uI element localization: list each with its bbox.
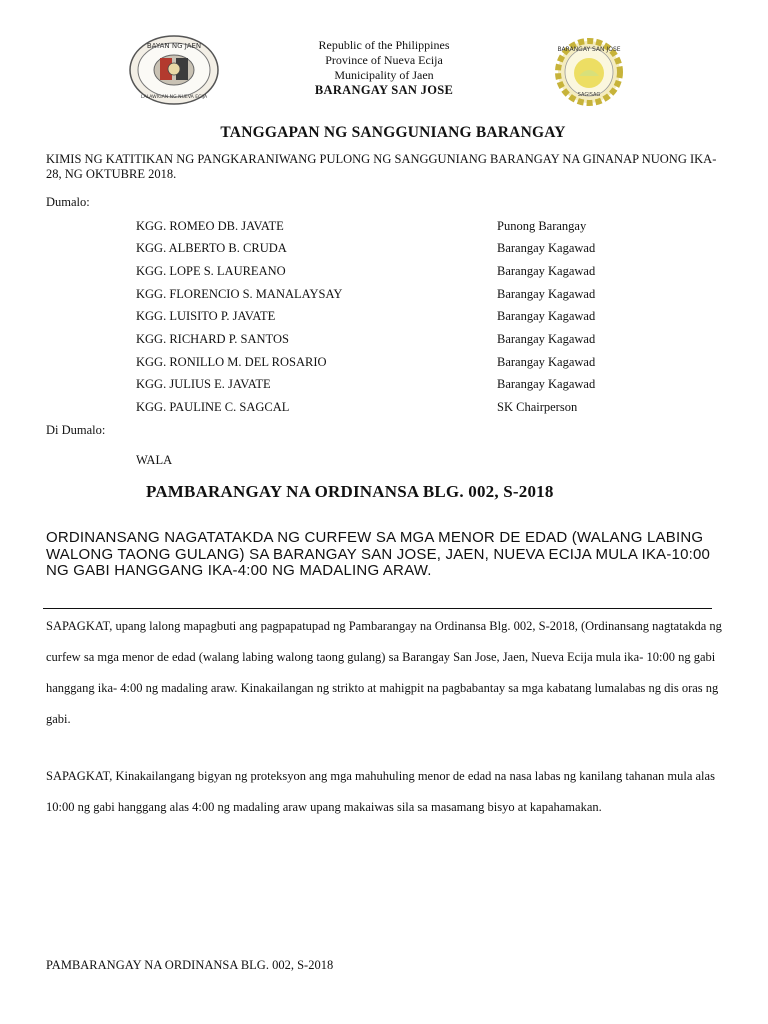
attendee-position: Barangay Kagawad <box>497 309 596 323</box>
attendee-name: KGG. LOPE S. LAUREANO <box>136 264 286 278</box>
attendee-row <box>136 400 736 418</box>
ordinance-description: ORDINANSANG NAGATATAKDA NG CURFEW SA MGA MENOR DE EDAD (WALANG LABING WALONG TAONG GULANG) SA BARANGAY SAN JOSE, JAEN, NUEVA ECIJA MULA IKA-10:00 NG GABI HANGGANG IKA-4:00 NG MADALING ARAW. <box>46 529 711 579</box>
seal-right-outer-text: BARANGAY SAN JOSE <box>557 46 621 53</box>
minutes-heading: KIMIS NG KATITIKAN NG PANGKARANIWANG PULONG NG SANGGUNIANG BARANGAY NA GINANAP NUONG IKA-28, NG OKTUBRE 2018. <box>46 152 717 181</box>
whereas-paragraph-2: SAPAGKAT, Kinakailangang bigyan ng proteksyon ang mga mahuhuling menor de edad na nasa labas ng kanilang tahanan mula alas 10:00 ng gabi hanggang alas 4:00 ng madaling araw upang makaiwas sila sa masamang bisyo at kapahamakan. <box>46 769 715 814</box>
attendee-name: KGG. RONILLO M. DEL ROSARIO <box>136 355 327 369</box>
attendee-row <box>136 355 736 373</box>
attendee-row <box>136 332 736 350</box>
attendee-name: KGG. RICHARD P. SANTOS <box>136 332 289 346</box>
office-title: TANGGAPAN NG SANGGUNIANG BARANGAY <box>220 124 566 141</box>
ordinance-title: PAMBARANGAY NA ORDINANSA BLG. 002, S-2018 <box>146 482 554 501</box>
attendee-row <box>136 264 736 282</box>
barangay-line: BARANGAY SAN JOSE <box>314 83 454 97</box>
whereas-paragraph-1: SAPAGKAT, upang lalong mapagbuti ang pagpapatupad ng Pambarangay na Ordinansa Blg. 002, S-2018, (Ordinansang nagtatakda ng curfew sa mga menor de edad (walang labing walong taong gulang) sa Barangay San Jose, Jaen, Nueva Ecija mula ika- 10:00 ng gabi hanggang ika- 4:00 ng madaling araw. Kinakailangan ng strikto at mahigpit na pagbabantay sa mga kabatang lumalabas ng dis oras ng gabi. <box>46 619 722 726</box>
present-label: Dumalo: <box>46 195 90 209</box>
seal-left-inner-text: LALAWIGAN NG NUEVA ECIJA <box>140 95 208 100</box>
attendee-position: Punong Barangay <box>497 219 587 233</box>
attendee-row <box>136 377 736 395</box>
attendee-name: KGG. ROMEO DB. JAVATE <box>136 219 284 233</box>
municipality-line: Municipality of Jaen <box>334 68 434 82</box>
attendee-name: KGG. JULIUS E. JAVATE <box>136 377 271 391</box>
attendee-name: KGG. PAULINE C. SAGCAL <box>136 400 290 414</box>
republic-line: Republic of the Philippines <box>318 38 450 52</box>
divider-line <box>43 608 712 609</box>
attendee-row <box>136 241 736 259</box>
page-footer: PAMBARANGAY NA ORDINANSA BLG. 002, S-2018 <box>46 958 334 972</box>
absent-label: Di Dumalo: <box>46 423 106 437</box>
attendee-position: Barangay Kagawad <box>497 355 596 369</box>
attendee-position: Barangay Kagawad <box>497 241 596 255</box>
attendee-position: Barangay Kagawad <box>497 264 596 278</box>
absent-value: WALA <box>136 453 173 467</box>
seal-left-outer-text: BAYAN NG JAEN <box>146 42 202 50</box>
attendee-position: Barangay Kagawad <box>497 377 596 391</box>
attendee-row <box>136 309 736 327</box>
province-line: Province of Nueva Ecija <box>325 53 443 67</box>
seal-right-inner-text: SAGISAG <box>577 92 601 98</box>
attendee-name: KGG. LUISITO P. JAVATE <box>136 309 276 323</box>
attendee-row <box>136 287 736 305</box>
attendee-row <box>136 219 736 237</box>
attendee-position: Barangay Kagawad <box>497 332 596 346</box>
attendee-name: KGG. ALBERTO B. CRUDA <box>136 241 287 255</box>
attendee-name: KGG. FLORENCIO S. MANALAYSAY <box>136 287 343 301</box>
letterhead <box>0 38 768 98</box>
attendee-position: SK Chairperson <box>497 400 578 414</box>
attendee-position: Barangay Kagawad <box>497 287 596 301</box>
